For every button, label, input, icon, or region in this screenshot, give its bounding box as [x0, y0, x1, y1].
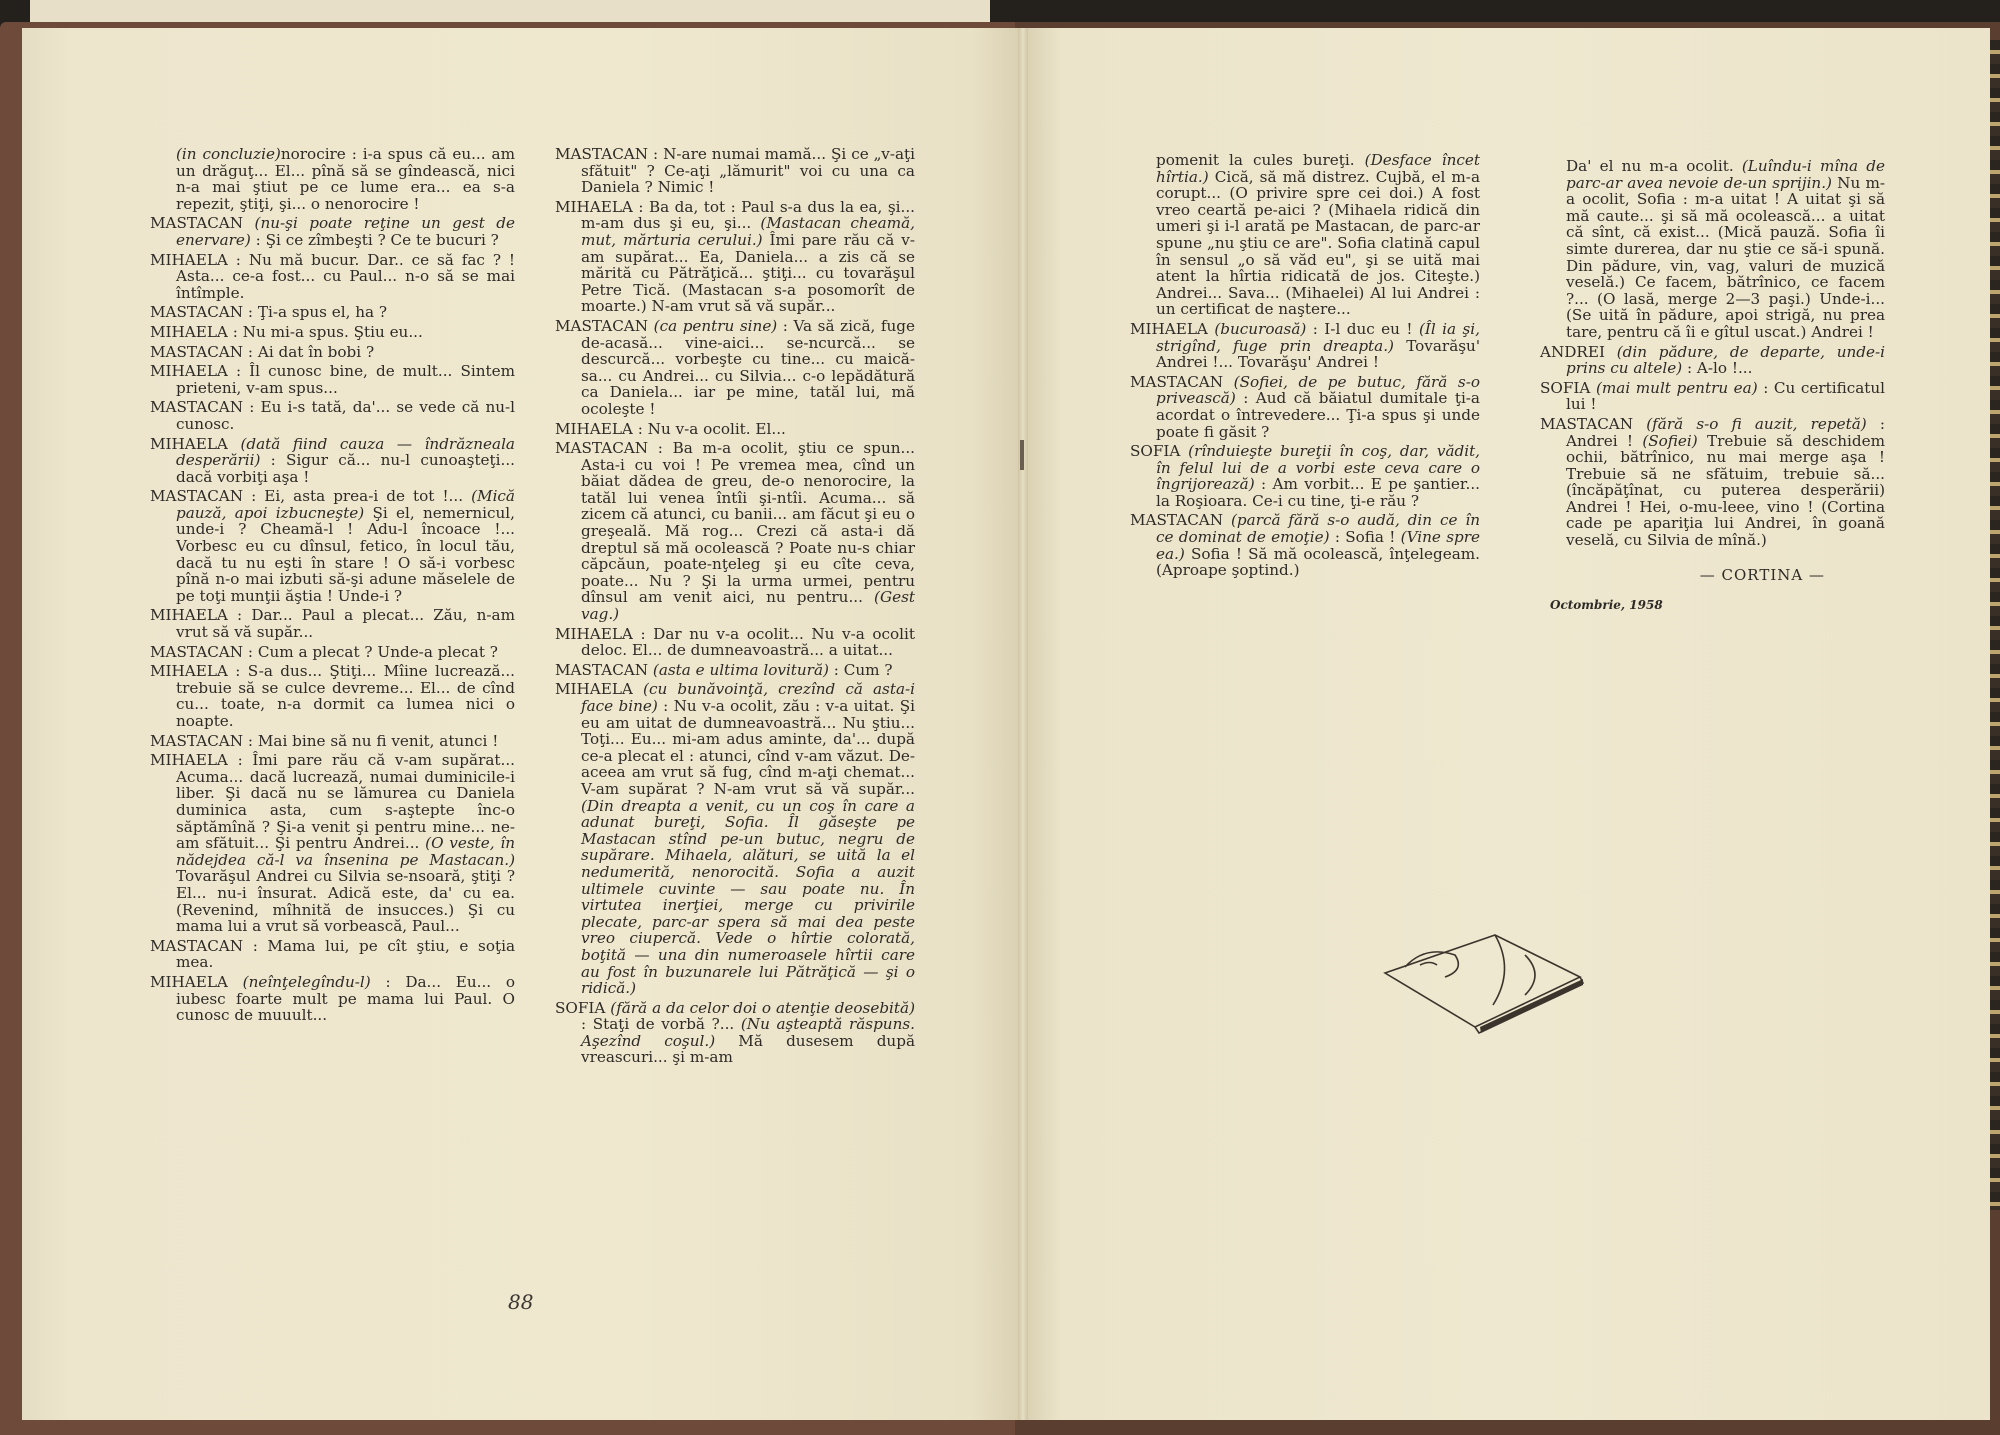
dialogue-paragraph — [1130, 443, 1480, 509]
illustration-hand-line — [1525, 955, 1535, 995]
dialogue-text: Da' el nu m-a ocolit. — [1566, 157, 1742, 175]
dialogue-text: : Sofia ! — [1329, 528, 1401, 547]
stage-direction: (dată fiind cauza — îndrăzneala desperării) — [176, 434, 515, 470]
dialogue-paragraph — [555, 626, 915, 659]
dialogue-paragraph — [555, 440, 915, 623]
speaker-name: MIHAELA — [150, 606, 228, 625]
dialogue-text: : S-a dus... Ştiţi... Mîine lucrează... trebuie să se culce devreme... El... de cînd cu... toate, n-a dormit ca lumea nici o noapte. — [176, 662, 515, 730]
right-page-column-2 — [1540, 158, 1885, 614]
speaker-name: MIHAELA — [150, 362, 228, 381]
stage-direction: (fără s-o fi auzit, repetă) — [1646, 414, 1867, 433]
speaker-name: MIHAELA — [150, 322, 228, 341]
dialogue-paragraph — [555, 421, 915, 438]
speaker-name: MASTACAN — [1130, 372, 1224, 391]
speaker-name: MASTACAN — [150, 642, 244, 661]
stage-direction: (Nu aşteaptă răspuns. Aşezînd coşul.) — [581, 1015, 915, 1050]
stage-direction: (bucuroasă) — [1214, 319, 1307, 338]
dialogue-text: Şi el, nemernicul, unde-i ? Cheamă-l ! Adu-l încoace !... Vorbesc eu cu dînsul, fetico, în locul tău, dacă tu nu eşti în stare ! O să-i vorbesc pînă n-o mai izbuti să-şi adune măselele de pe toţi munţii ăştia ! Unde-i ? — [176, 503, 515, 605]
book-gutter — [1018, 28, 1028, 1420]
speaker-name: MIHAELA — [555, 624, 633, 643]
speaker-name: MASTACAN — [555, 660, 649, 679]
dialogue-paragraph — [1130, 321, 1480, 371]
dialogue-text: : Va să zică, fuge de-acasă... vine-aici... se-ncurcă... se descurcă... vorbeşte cu tine... cu maică-sa... cu Andrei... cu Silvia... c-o lepădătură ca Daniela... iar pe mine, tatăl lui, mă ocoleşte ! — [581, 316, 915, 418]
dialogue-text: Cică, să mă distrez. Cujbă, el m-a corupt... (O privire spre cei doi.) A fost vreo ceartă pe-aici ? (Mihaela ridică din umeri şi i-l arată pe Mastacan, de parc-ar spune „nu ştiu ce are". Sofia clatină capul în sensul „o să văd eu", şi se uită mai atent la hîrtia ridicată de jos. Citeşte.) Andrei... Sava... (Mihaelei) Al lui Andrei : un certificat de naştere... — [1156, 167, 1480, 319]
stage-direction: (parcă fără s-o audă, din ce în ce dominat de emoţie) — [1156, 511, 1481, 547]
dialogue-paragraph — [150, 488, 515, 604]
cover-top-strip — [30, 0, 990, 24]
illustration-book-outline — [1385, 935, 1580, 1027]
speaker-name: MIHAELA — [150, 972, 228, 991]
dialogue-text: Tovarăşul Andrei cu Silvia se-nsoară, ştiţi ? El... nu-i însurat. Adică este, da' cu ea. (Revenind, mîhnită de insucces.) Şi cu mama lui a vrut să vorbească, Paul... — [176, 867, 515, 936]
speaker-name: MIHAELA — [150, 751, 228, 770]
dialogue-text: : Ţi-a spus el, ha ? — [243, 303, 388, 322]
stage-direction: (Mastacan cheamă, mut, mărturia cerului.) — [581, 214, 915, 249]
dialogue-text: : Ba m-a ocolit, ştiu ce spun... Asta-i cu voi ! Pe vremea mea, cînd un băiat dădea de greu, de-o nenorocire, la tatăl lui venea întîi şi-ntîi. Acuma... să zicem că atunci, cu banii... am făcut şi eu o greşeală. Mă rog... Crezi că asta-i dă dreptul să mă ocolească ? Poate nu-s chiar căpcăun, poate-nţeleg şi eu cîte ceva, poate... Nu ? Şi la urma urmei, pentru dînsul am venit aici, nu pentru... — [581, 439, 915, 607]
stage-direction: (ca pentru sine) — [653, 316, 778, 335]
dialogue-text: : A-lo !... — [1682, 359, 1753, 378]
stage-direction: (O veste, în nădejdea că-l va însenina pe Mastacan.) — [176, 834, 516, 869]
stage-direction: (Vine spre ea.) — [1156, 528, 1480, 563]
dialogue-text: : Aud că băiatul dumitale ţi-a acordat o întrevedere... Ţi-a spus şi unde poate fi găsit ? — [1156, 389, 1480, 441]
dialogue-paragraph — [555, 662, 915, 679]
dialogue-text: : I-l duc eu ! — [1306, 319, 1419, 338]
dialogue-paragraph — [150, 974, 515, 1024]
dialogue-text: : N-are numai mamă... Şi ce „v-aţi sfătuit" ? Ce-aţi „lămurit" voi cu una ca Daniela ? Nimic ! — [581, 145, 915, 197]
dialogue-paragraph — [150, 304, 515, 321]
dialogue-text: : Nu v-a ocolit, zău : v-a uitat. Şi eu am uitat de dumneavoastră... Nu ştiu... Toţi... Eu... mi-am adus aminte, da'... după ce-a plecat el : atunci, cînd v-am văzut. De-aceea am vrut să fug, cînd m-aţi chemat... V-am supărat ? N-am vrut să vă supăr... — [581, 697, 915, 798]
dialogue-text: : Şi ce zîmbeşti ? Ce te bucuri ? — [250, 230, 499, 249]
stage-direction: (asta e ultima lovitură) — [652, 660, 829, 679]
stage-direction: (fără a da celor doi o atenţie deosebită) — [610, 998, 915, 1017]
dialogue-text: norocire : i-a spus că eu... am un drăguţ... El... pînă să se gîndească, nici n-a mai ştiut pe ce lume era... ea s-a repezit, ştiţi, şi... — [176, 145, 515, 213]
speaker-name: MASTACAN — [150, 303, 244, 322]
speaker-name: MASTACAN — [1540, 414, 1634, 433]
gutter-mark — [1020, 440, 1024, 470]
dialogue-paragraph — [150, 146, 515, 212]
dialogue-paragraph — [555, 681, 915, 996]
dialogue-text: : Da... Eu... o iubesc foarte mult pe mama lui Paul. O cunosc de muuult... — [176, 972, 516, 1025]
right-page-column-1 — [1130, 152, 1480, 582]
left-page-column-2 — [555, 146, 915, 1069]
dialogue-paragraph — [555, 318, 915, 418]
dialogue-paragraph — [1540, 158, 1885, 341]
dialogue-text: Mă dusesem după vreascuri... şi m-am — [581, 1031, 915, 1067]
speaker-name: MASTACAN — [150, 342, 244, 361]
speaker-name: MIHAELA — [150, 662, 228, 681]
speaker-name: MIHAELA — [555, 680, 633, 699]
speaker-name: MIHAELA — [1130, 319, 1208, 338]
dialogue-paragraph — [555, 199, 915, 315]
dialogue-text: Tovarăşu' Andrei !... Tovarăşu' Andrei ! — [1156, 336, 1480, 372]
speaker-name: MIHAELA — [555, 419, 633, 438]
speaker-name: MIHAELA — [555, 197, 633, 216]
dialogue-paragraph — [1130, 152, 1480, 318]
stage-direction: (Mică pauză, apoi izbucneşte) — [176, 487, 515, 522]
dialogue-paragraph — [150, 324, 515, 341]
speaker-name: MASTACAN — [150, 398, 244, 417]
dialogue-paragraph — [150, 938, 515, 971]
speaker-name: SOFIA — [1540, 378, 1591, 397]
stage-direction: (Sofiei, de pe butuc, fără s-o privească) — [1156, 372, 1480, 408]
stage-direction: (Îl ia şi, strigînd, fuge prin dreapta.) — [1156, 319, 1480, 355]
illustration-page-line — [1493, 935, 1505, 1005]
dialogue-text: o nenorocire ! — [310, 194, 420, 213]
dialogue-text: : Îmi pare rău că v-am supărat... Acuma... dacă lucrează, numai duminicile-i liber. Şi dacă nu se lămurea cu Daniela duminica asta, cum s-aştepte înc-o săptămînă ? Şi-a venit şi pentru mine... ne-am sfătuit... Şi pentru Andrei... — [176, 751, 515, 853]
dialogue-paragraph — [1540, 380, 1885, 413]
dialogue-text: Îmi pare rău că v-am supărat... Ea, Daniela... a zis că se mărită cu Pătrăţică... ştiţi... cu tovarăşul Petre Tică. (Mastacan s-a posomorît de moarte.) N-am vrut să vă supăr... — [581, 230, 915, 316]
decorative-illustration — [1375, 915, 1585, 1035]
dialogue-paragraph — [150, 436, 515, 486]
stage-direction: (nu-şi poate reţine un gest de enervare) — [176, 214, 516, 249]
dialogue-paragraph — [150, 752, 515, 935]
speaker-name: MASTACAN — [1130, 511, 1224, 530]
speaker-name: MASTACAN — [150, 487, 244, 506]
dialogue-text: : Eu i-s tată, da'... se vede că nu-l cunosc. — [176, 398, 515, 433]
dialogue-paragraph — [1130, 512, 1480, 578]
left-page-column-1 — [150, 146, 515, 1027]
dialogue-text: : Cu certificatul lui ! — [1566, 378, 1886, 414]
dialogue-text: : Ei, asta prea-i de tot !... — [243, 487, 472, 506]
dialogue-paragraph — [150, 363, 515, 396]
dialogue-paragraph — [150, 663, 515, 729]
dialogue-text: : Am vorbit... E pe şantier... la Roşioara. Ce-i cu tine, ţi-e rău ? — [1156, 475, 1480, 510]
speaker-name: MIHAELA — [150, 434, 228, 453]
speaker-name: ANDREI — [1540, 342, 1605, 361]
dialogue-paragraph — [1540, 416, 1885, 549]
speaker-name: MASTACAN — [555, 145, 649, 163]
dialogue-paragraph — [150, 607, 515, 640]
speaker-name: MASTACAN — [150, 936, 244, 955]
dialogue-text: Nu m-a ocolit, Sofia : m-a uitat ! A uitat şi să mă caute... şi să mă ocolească... a uitat că sînt, că exist... (Mică pauză. Sofia îi simte durerea, dar nu ştie ce să-i spună. Din pădure, vin, vag, valuri de muzică veselă.) Ce facem, bătrînico, ce facem ?... (O lasă, merge 2—3 paşi.) Unde-i... (Se uită în pădure, apoi strigă, nu prea tare, pentru că îi e gîtul uscat.) Andrei ! — [1566, 173, 1885, 341]
dialogue-text: : Nu mi-a spus. Ştiu eu... — [227, 322, 423, 341]
stage-direction: (neînţelegîndu-l) — [242, 972, 371, 991]
stage-direction: (Desface încet hîrtia.) — [1156, 151, 1480, 186]
dialogue-text: pomenit la cules bureţi. — [1156, 151, 1365, 169]
dialogue-text: : Nu v-a ocolit. El... — [632, 419, 786, 438]
speaker-name: MASTACAN — [150, 214, 244, 233]
dialogue-text: : Andrei ! — [1566, 414, 1886, 450]
dialogue-paragraph — [150, 252, 515, 302]
dialogue-text: : Nu mă bucur. Dar.. ce să fac ? ! Asta... ce-a fost... cu Paul... n-o să se mai întîmple. — [176, 250, 515, 302]
dialogue-paragraph — [150, 399, 515, 432]
dialogue-text: : Sigur că... nu-l cunoaşteţi... dacă vorbiţi aşa ! — [176, 451, 515, 486]
dialogue-paragraph — [150, 733, 515, 750]
stage-direction: (Sofiei) — [1642, 431, 1698, 450]
dialogue-paragraph — [150, 344, 515, 361]
dialogue-paragraph — [150, 644, 515, 661]
dialogue-paragraph — [150, 215, 515, 248]
speaker-name: MASTACAN — [555, 316, 649, 335]
illustration-eye — [1420, 963, 1437, 966]
date-line: Octombrie, 1958 — [1550, 598, 1663, 613]
speaker-name: MASTACAN — [555, 439, 649, 458]
page-number: 88 — [508, 1290, 534, 1314]
dialogue-text: Trebuie să deschidem ochii, bătrînico, nu mai merge aşa ! Trebuie să ne sfătuim, trebuie să... (încăpăţînat, cu puterea desperării) Andrei ! Hei, o-mu-leee, vino ! (Cortina cade pe apariţia lui Andrei, în goană veselă, cu Silvia de mînă.) — [1566, 431, 1885, 550]
dialogue-text: : Staţi de vorbă ?... — [581, 1015, 741, 1034]
dialogue-text: : Ba da, tot : Paul s-a dus la ea, şi... m-am dus şi eu, şi... — [581, 197, 915, 233]
speaker-name: SOFIA — [555, 998, 606, 1017]
dialogue-text: : Cum ? — [828, 660, 893, 679]
dialogue-text: : Dar nu v-a ocolit... Nu v-a ocolit deloc. El... de dumneavoastră... a uitat... — [581, 624, 915, 660]
stage-direction: (Luîndu-i mîna de parc-ar avea nevoie de-un sprijin.) — [1566, 157, 1885, 192]
stage-direction: (mai mult pentru ea) — [1595, 378, 1758, 397]
illustration-face-outline — [1405, 952, 1458, 977]
dialogue-text: : Dar... Paul a plecat... Zău, n-am vrut să vă supăr... — [176, 606, 515, 642]
dialogue-text: : Mama lui, pe cît ştiu, e soţia mea. — [176, 936, 515, 972]
dialogue-paragraph — [555, 1000, 915, 1066]
stage-direction: (Gest vag.) — [581, 588, 915, 624]
speaker-name: MASTACAN — [150, 731, 244, 750]
stage-direction: (rînduieşte bureţii în coş, dar, vădit, în felul lui de a vorbi este ceva care o îngrijorează) — [1156, 442, 1481, 494]
stage-direction: (in concluzie) — [176, 145, 281, 163]
finale-curtain: — CORTINA — — [1699, 565, 1825, 584]
stage-direction: (Din dreapta a venit, cu un coş în care a adunat bureţi, Sofia. Îl găseşte pe Mastacan stînd pe-un butuc, negru de supărare. Mihaela, alături, se uită la el nedumerită, nenorocită. Sofia a auzit ultimele cuvinte — sau poate nu. În virtutea inerţiei, merge cu privirile plecate, parc-ar spera să mai dea peste vreo ciupercă. Vede o hîrtie colorată, boţită — una din numeroasele hîrtii care au fost în buzunarele lui Pătrăţică — şi o ridică.) — [581, 796, 915, 998]
speaker-name: MIHAELA — [150, 250, 228, 269]
dialogue-text: Sofia ! Să mă ocolească, înţelegeam. (Aproape şoptind.) — [1156, 544, 1480, 580]
dialogue-text: : Ai dat în bobi ? — [243, 342, 375, 361]
stage-direction: (din pădure, de departe, unde-i prins cu altele) — [1566, 342, 1885, 378]
dialogue-text: : Îl cunosc bine, de mult... Sintem prieteni, v-am spus... — [176, 362, 515, 397]
dialogue-paragraph — [1130, 374, 1480, 440]
stage-direction: (cu bunăvoinţă, crezînd că asta-i face bine) — [581, 680, 915, 715]
dialogue-paragraph — [1540, 344, 1885, 377]
dialogue-text: : Mai bine să nu fi venit, atunci ! — [243, 731, 499, 750]
dialogue-paragraph — [555, 146, 915, 196]
dialogue-text: : Cum a plecat ? Unde-a plecat ? — [243, 642, 498, 661]
speaker-name: SOFIA — [1130, 442, 1181, 461]
